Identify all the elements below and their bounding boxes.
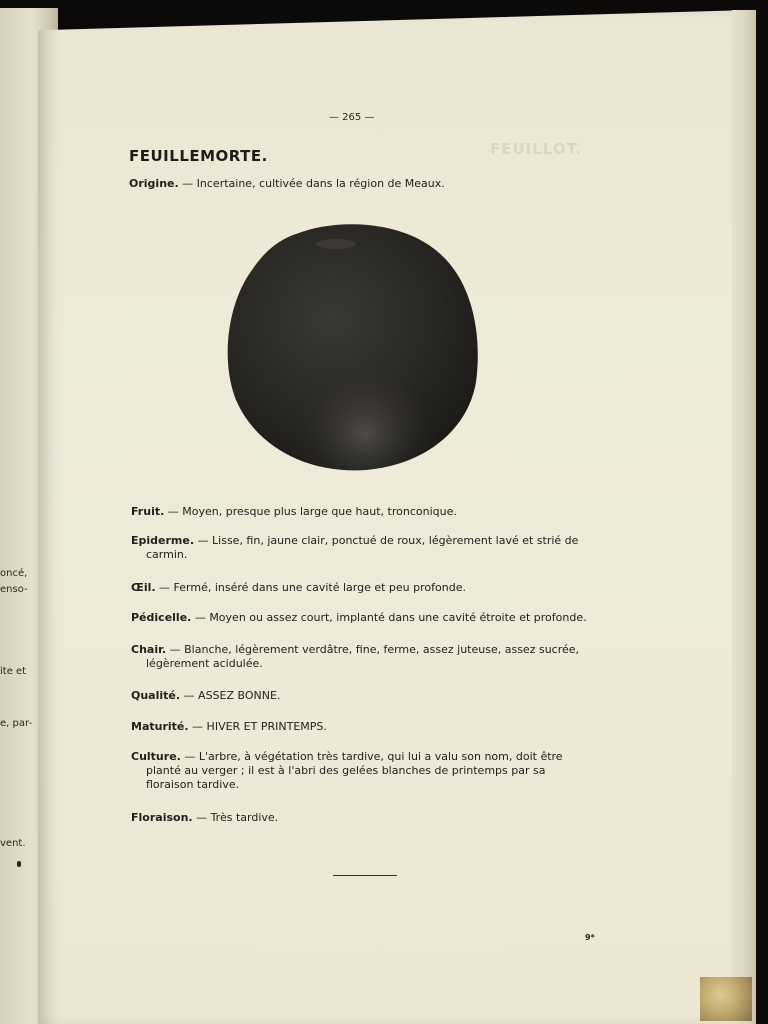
entry-text: — Lisse, fin, jaune clair, ponctué de roux, légèrement lavé et strié de: [194, 534, 579, 547]
entry-continuation: carmin.: [146, 548, 188, 561]
left-page-fragment: e, par-: [0, 718, 33, 729]
fruit-photo: [226, 220, 482, 472]
page-edge: [732, 10, 756, 1024]
entry-text: — Très tardive.: [192, 811, 279, 824]
entry-floraison: [131, 811, 591, 825]
corner-thumbnail: [700, 977, 752, 1021]
entry-text: — HIVER ET PRINTEMPS.: [188, 720, 327, 733]
entry-label: Epiderme.: [131, 534, 195, 547]
entry-label: Maturité.: [131, 720, 189, 733]
page-title: FEUILLEMORTE.: [129, 147, 268, 165]
entry-text: — ASSEZ BONNE.: [180, 689, 281, 702]
entry-label: Fruit.: [131, 505, 165, 518]
entry-text: — Moyen, presque plus large que haut, tronconique.: [164, 505, 457, 518]
entry-label: Œil.: [131, 581, 156, 594]
signature-mark: 9*: [585, 933, 595, 942]
entry-continuation: planté au verger ; il est à l'abri des gelées blanches de printemps par sa floraison tardive.: [146, 764, 546, 791]
entry-fruit: [131, 505, 591, 519]
entry-text: — Blanche, légèrement verdâtre, fine, ferme, assez juteuse, assez sucrée,: [166, 643, 580, 656]
section-divider: [333, 875, 397, 876]
entry-label: Floraison.: [131, 811, 193, 824]
entry-chair: [131, 643, 591, 671]
entry-continuation: légèrement acidulée.: [146, 657, 263, 670]
left-page-fragment: vent.: [0, 838, 26, 849]
entry-text: — L'arbre, à végétation très tardive, qui lui a valu son nom, doit être: [180, 750, 563, 763]
entry-maturite: [131, 720, 591, 734]
entry-text: — Moyen ou assez court, implanté dans une cavité étroite et profonde.: [191, 611, 587, 624]
entry-qualite: [131, 689, 591, 703]
entry-label: Pédicelle.: [131, 611, 192, 624]
entry-text: — Fermé, inséré dans une cavité large et peu profonde.: [155, 581, 466, 594]
ink-mark: [17, 861, 21, 867]
entry-label: Qualité.: [131, 689, 181, 702]
origin-label: Origine.: [129, 177, 179, 190]
bleed-through-title: FEUILLOT.: [490, 140, 583, 158]
entry-label: Chair.: [131, 643, 167, 656]
entry-culture: [131, 750, 591, 792]
entry-epiderme: [131, 534, 591, 562]
entry-oeil: [131, 581, 591, 595]
entry-pedicelle: [131, 611, 591, 625]
left-page-fragment: oncé,: [0, 568, 28, 579]
left-page-fragment: ite et: [0, 666, 27, 677]
page-number: — 265 —: [329, 112, 375, 123]
origin-text: — Incertaine, cultivée dans la région de Meaux.: [178, 177, 445, 190]
left-page-fragment: enso-: [0, 584, 28, 595]
entry-label: Culture.: [131, 750, 181, 763]
origin-line: [129, 177, 445, 190]
